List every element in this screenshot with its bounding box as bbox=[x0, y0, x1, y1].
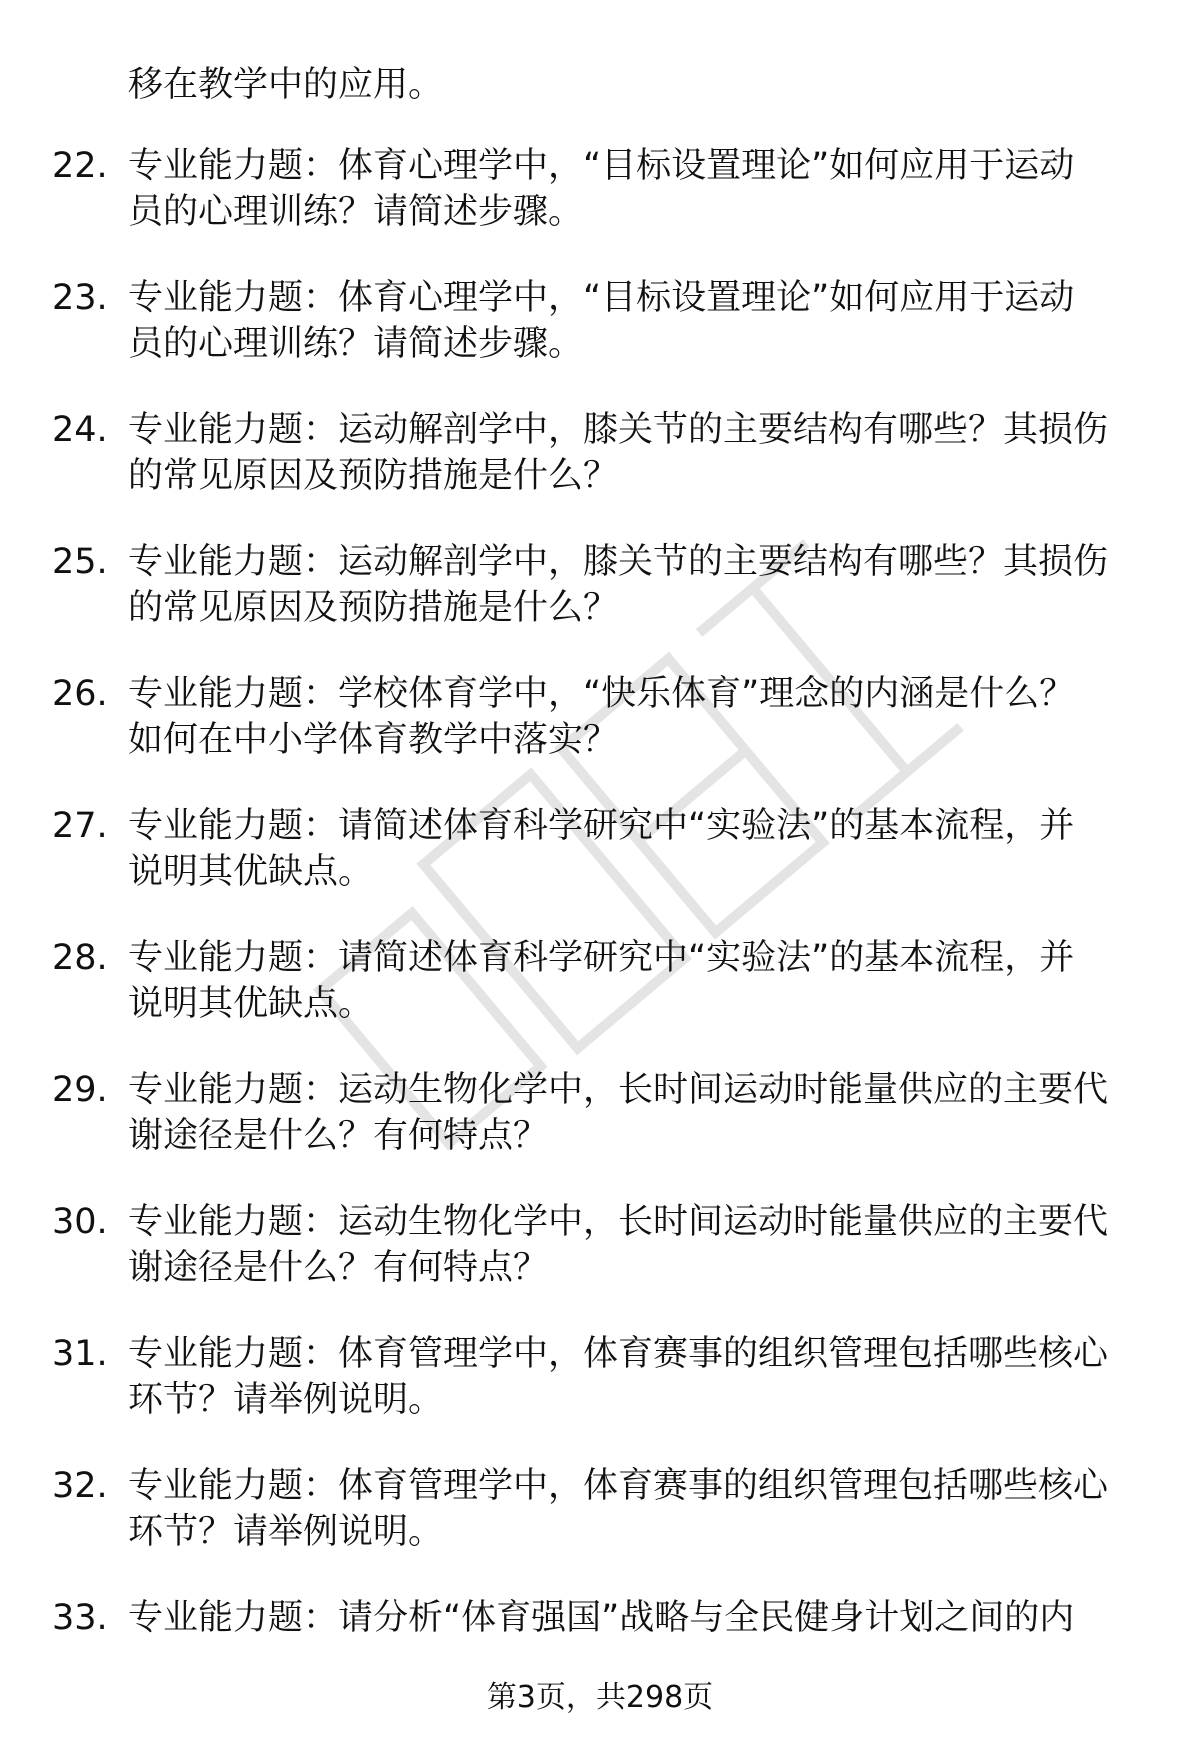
question-text: 专业能力题：运动生物化学中，长时间运动时能量供应的主要代 谢途径是什么？有何特点？ bbox=[128, 1070, 1109, 1156]
question-text: 专业能力题：体育心理学中，“目标设置理论”如何应用于运动 员的心理训练？请简述步骤。 bbox=[128, 278, 1075, 364]
question-number: 29. bbox=[52, 1070, 108, 1110]
question-text: 专业能力题：运动解剖学中，膝关节的主要结构有哪些？其损伤 的常见原因及预防措施是什么？ bbox=[128, 542, 1109, 628]
question-item bbox=[0, 935, 1200, 1067]
question-text: 专业能力题：运动生物化学中，长时间运动时能量供应的主要代 谢途径是什么？有何特点？ bbox=[128, 1202, 1109, 1288]
question-text: 专业能力题：体育心理学中，“目标设置理论”如何应用于运动 员的心理训练？请简述步骤。 bbox=[128, 146, 1075, 232]
question-number: 30. bbox=[52, 1202, 108, 1242]
question-number: 31. bbox=[52, 1334, 108, 1374]
question-item bbox=[0, 1199, 1200, 1331]
question-number: 24. bbox=[52, 410, 108, 450]
continuation-text: 移在教学中的应用。 bbox=[128, 65, 444, 105]
question-number: 33. bbox=[52, 1598, 108, 1638]
question-number: 22. bbox=[52, 146, 108, 186]
question-item bbox=[0, 1463, 1200, 1595]
page-footer: 第3页，共298页 bbox=[486, 1680, 714, 1715]
question-item bbox=[0, 539, 1200, 671]
question-item bbox=[0, 407, 1200, 539]
question-text: 专业能力题：体育管理学中，体育赛事的组织管理包括哪些核心 环节？请举例说明。 bbox=[128, 1466, 1109, 1552]
question-text: 专业能力题：学校体育学中，“快乐体育”理念的内涵是什么？ 如何在中小学体育教学中落实？ bbox=[128, 674, 1075, 760]
question-item bbox=[0, 1067, 1200, 1199]
question-text: 专业能力题：请分析“体育强国”战略与全民健身计划之间的内 bbox=[128, 1598, 1075, 1638]
question-item bbox=[0, 671, 1200, 803]
question-item bbox=[0, 143, 1200, 275]
question-text: 专业能力题：请简述体育科学研究中“实验法”的基本流程，并 说明其优缺点。 bbox=[128, 806, 1075, 892]
question-item bbox=[0, 1331, 1200, 1463]
question-number: 28. bbox=[52, 938, 108, 978]
question-number: 23. bbox=[52, 278, 108, 318]
question-number: 25. bbox=[52, 542, 108, 582]
question-number: 32. bbox=[52, 1466, 108, 1506]
question-item bbox=[0, 275, 1200, 407]
question-number: 26. bbox=[52, 674, 108, 714]
question-text: 专业能力题：体育管理学中，体育赛事的组织管理包括哪些核心 环节？请举例说明。 bbox=[128, 1334, 1109, 1420]
question-list bbox=[0, 143, 1200, 1727]
question-text: 专业能力题：运动解剖学中，膝关节的主要结构有哪些？其损伤 的常见原因及预防措施是什么？ bbox=[128, 410, 1109, 496]
question-item bbox=[0, 803, 1200, 935]
question-text: 专业能力题：请简述体育科学研究中“实验法”的基本流程，并 说明其优缺点。 bbox=[128, 938, 1075, 1024]
question-number: 27. bbox=[52, 806, 108, 846]
